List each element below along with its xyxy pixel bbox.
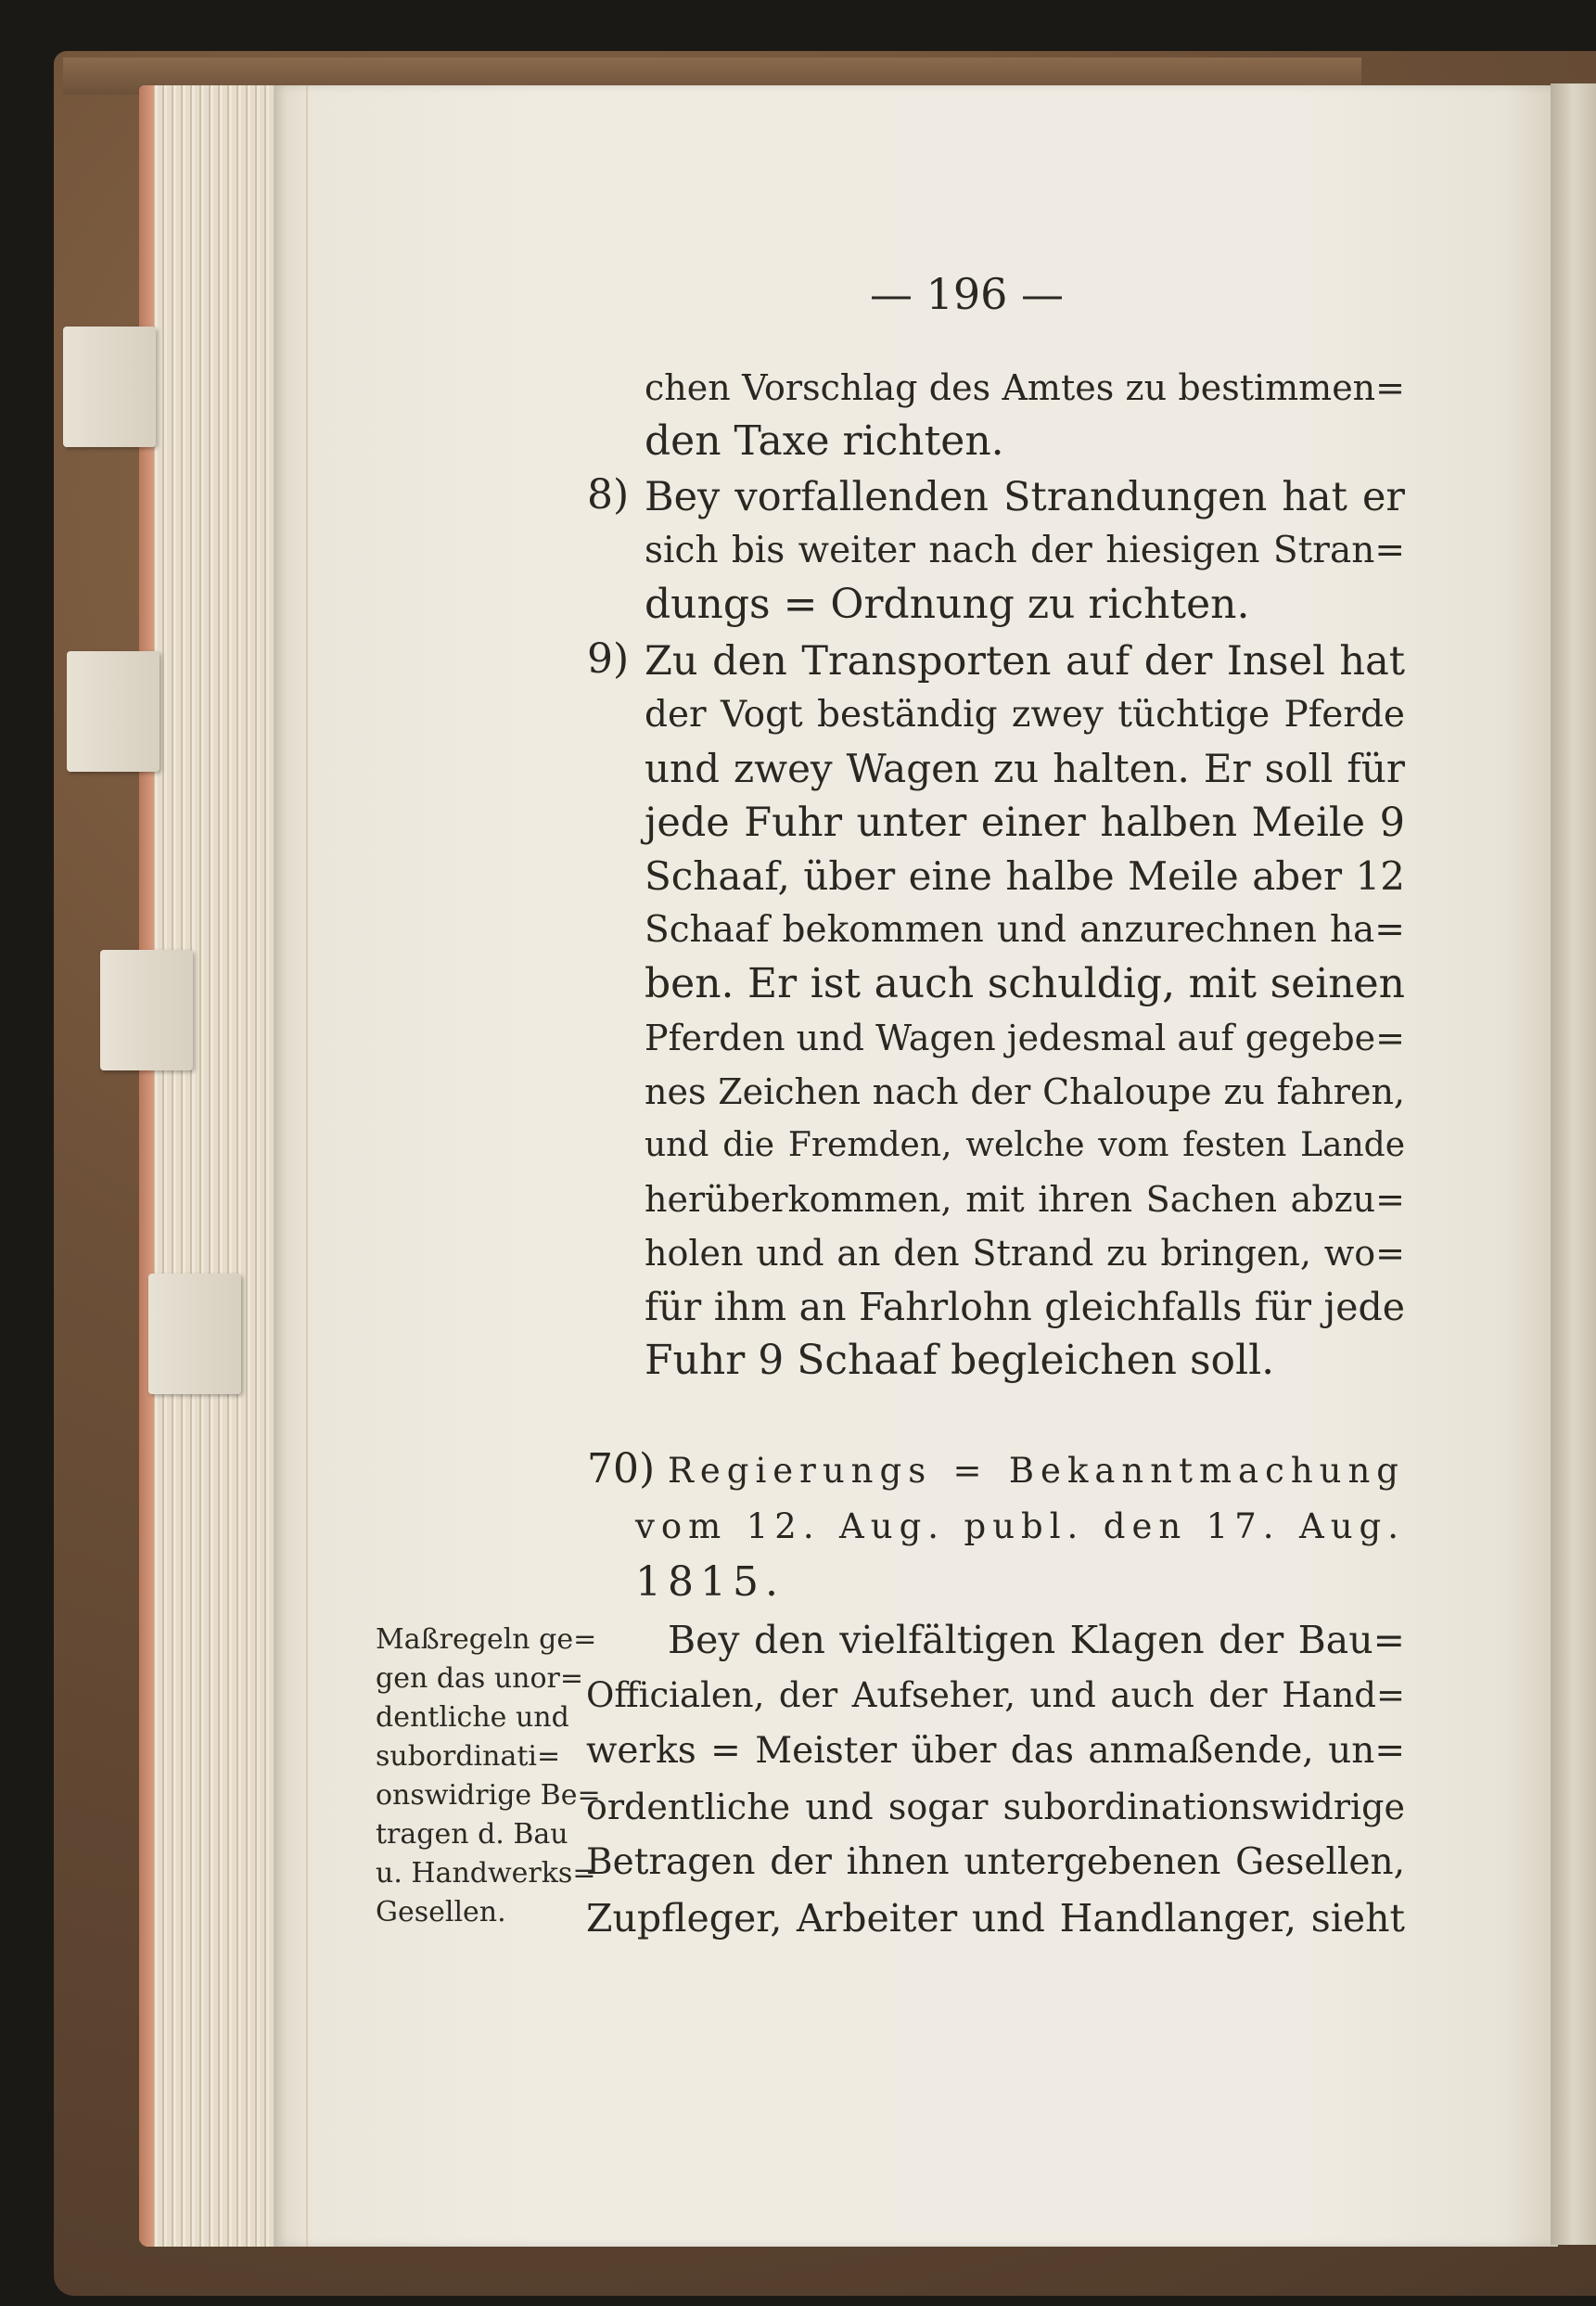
page-tab-marker-1 (63, 327, 156, 447)
text-line: der Vogt beständig zwey tüchtige Pferde (645, 694, 1405, 736)
text-line: Betragen der ihnen untergebenen Gesellen, (586, 1841, 1405, 1883)
page-gutter (1551, 83, 1596, 2245)
page-margin-rule (306, 85, 308, 2247)
section-number: 70) (587, 1445, 656, 1492)
margin-note-line: dentliche und (376, 1701, 569, 1734)
text-line: dungs = Ordnung zu richten. (645, 581, 1250, 628)
text-line: Bey den vielfältigen Klagen der Bau= (668, 1618, 1405, 1662)
page-tab-marker-3 (100, 950, 193, 1070)
text-line: für ihm an Fahrlohn gleichfalls für jede (645, 1285, 1405, 1329)
text-line: Zu den Transporten auf der Insel hat (645, 638, 1405, 685)
text-line: und zwey Wagen zu halten. Er soll für (645, 746, 1405, 791)
text-line: herüberkommen, mit ihren Sachen abzu= (645, 1179, 1405, 1220)
text-line: Pferden und Wagen jedesmal auf gegebe= (645, 1018, 1405, 1058)
margin-note-line: onswidrige Be= (376, 1779, 601, 1812)
item-number: 9) (587, 635, 630, 683)
page-tab-marker-4 (148, 1274, 241, 1394)
margin-note-line: Maßregeln ge= (376, 1623, 597, 1656)
text-line: ordentliche und sogar subordinationswidrige (586, 1787, 1405, 1827)
text-line: Bey vorfallenden Strandungen hat er (645, 474, 1405, 520)
section-title-line: Regierungs = Bekanntmachung (668, 1451, 1405, 1491)
margin-note-line: gen das unor= (376, 1662, 584, 1695)
text-line: Schaaf, über eine halbe Meile aber 12 (645, 853, 1405, 899)
margin-note-line: u. Handwerks= (376, 1857, 596, 1890)
text-line: Fuhr 9 Schaaf begleichen soll. (645, 1337, 1275, 1384)
text-line: jede Fuhr unter einer halben Meile 9 (645, 800, 1405, 846)
text-line: nes Zeichen nach der Chaloupe zu fahren, (645, 1071, 1405, 1112)
page-number: — 196 — (870, 269, 1065, 319)
text-line: Zupfleger, Arbeiter und Handlanger, sieht (586, 1896, 1405, 1941)
text-line: Schaaf bekommen und anzurechnen ha= (645, 909, 1405, 951)
page-tab-marker-2 (67, 651, 160, 772)
margin-note-line: tragen d. Bau (376, 1818, 568, 1851)
margin-note-line: subordinati= (376, 1740, 561, 1773)
text-line: den Taxe richten. (645, 417, 1004, 465)
margin-note-line: Gesellen. (376, 1896, 506, 1928)
section-title-line: 1815. (635, 1558, 785, 1606)
text-line: und die Fremden, welche vom festen Lande (645, 1126, 1405, 1164)
text-line: Officialen, der Aufseher, und auch der Hand= (586, 1675, 1405, 1715)
text-line: holen und an den Strand zu bringen, wo= (645, 1233, 1405, 1274)
text-line: sich bis weiter nach der hiesigen Stran= (645, 530, 1405, 571)
text-line: ben. Er ist auch schuldig, mit seinen (645, 960, 1405, 1007)
text-line: werks = Meister über das anmaßende, un= (586, 1730, 1405, 1772)
item-number: 8) (587, 471, 630, 519)
stacked-page-edges (139, 85, 278, 2247)
section-title-line: vom 12. Aug. publ. den 17. Aug. (635, 1506, 1405, 1546)
text-line: chen Vorschlag des Amtes zu bestimmen= (645, 367, 1405, 408)
